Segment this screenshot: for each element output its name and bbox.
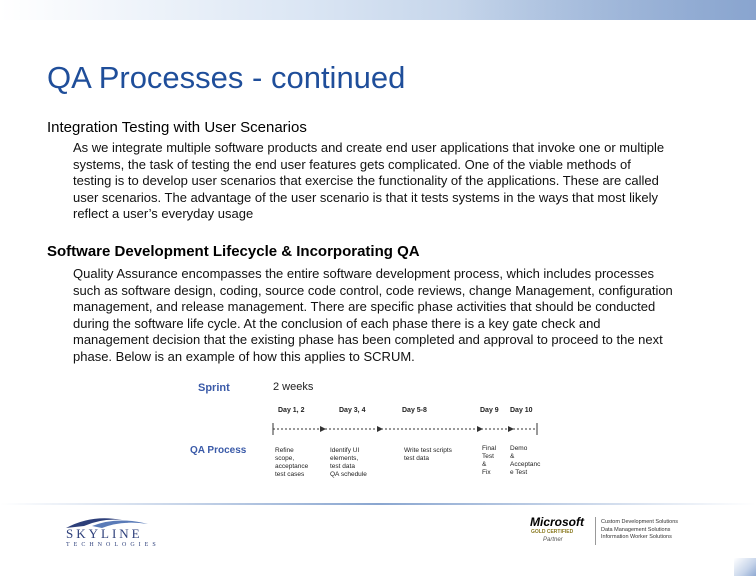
task-line: Final <box>482 445 497 452</box>
top-gradient-bar <box>0 0 756 20</box>
partner-divider <box>595 517 596 545</box>
task-line: e Test <box>510 469 528 476</box>
day-label: Day 9 <box>480 407 499 414</box>
day-label: Day 10 <box>510 407 533 414</box>
task-write <box>404 447 452 463</box>
task-line: & <box>510 453 515 460</box>
task-line: scope, <box>275 455 295 462</box>
qa-process-label: QA Process <box>190 445 247 456</box>
task-identify <box>330 447 367 479</box>
body-line: such as software design, coding, source code control, code reviews, change Management, configuration <box>73 282 673 298</box>
partner-solutions <box>601 519 678 542</box>
task-demo <box>510 445 540 477</box>
body-line: management, and release management. There are specific phase activities that should be conducted <box>73 299 656 315</box>
section-heading-integration: Integration Testing with User Scenarios <box>47 119 307 136</box>
task-line: Identify UI <box>330 447 360 454</box>
sprint-label: Sprint <box>198 382 230 394</box>
partner-label: Partner <box>543 537 563 543</box>
footer-rule <box>0 503 756 505</box>
task-line: test data <box>330 463 355 470</box>
section-body-integration <box>73 140 733 223</box>
task-line: QA schedule <box>330 471 367 478</box>
task-line: acceptance <box>275 463 309 470</box>
task-line: Test <box>482 453 494 460</box>
skyline-wordmark: SKYLINE <box>66 526 143 541</box>
body-line: management decision that the existing phase has been completed and approval to proceed to the next <box>73 332 663 348</box>
skyline-subtitle: TECHNOLOGIES <box>66 542 160 548</box>
task-line: Demo <box>510 445 528 452</box>
task-line: elements, <box>330 455 359 462</box>
task-line: Fix <box>482 469 491 476</box>
timeline-arrow <box>477 426 483 432</box>
day-label: Day 5-8 <box>402 407 427 414</box>
timeline-arrow <box>320 426 326 432</box>
body-line: during the software life cycle. At the conclusion of each phase there is a key gate check and <box>73 315 601 331</box>
task-line: Write test scripts <box>404 447 452 454</box>
task-line: test cases <box>275 471 305 478</box>
body-line: systems, the task of testing the end user features gets complicated. One of the viable methods of <box>73 156 631 172</box>
task-line: Acceptanc <box>510 461 541 468</box>
body-line: reflect a user’s everyday usage <box>73 206 254 222</box>
task-refine <box>275 447 308 479</box>
task-line: & <box>482 461 487 468</box>
timeline-arrow <box>508 426 514 432</box>
timeline-arrow <box>377 426 383 432</box>
task-final <box>482 445 496 477</box>
scrum-qa-diagram <box>180 375 560 485</box>
slide-title: QA Processes - continued <box>47 60 406 95</box>
task-line: Refine <box>275 447 294 454</box>
solution-line: Custom Development Solutions <box>601 519 679 525</box>
body-line: Quality Assurance encompasses the entire software development process, which includes processes <box>73 266 654 281</box>
sprint-duration: 2 weeks <box>273 381 314 393</box>
section-heading-sdlc: Software Development Lifecycle & Incorporating QA <box>47 243 420 260</box>
gold-certified-label: GOLD CERTIFIED <box>531 529 574 535</box>
corner-decoration <box>734 558 756 576</box>
day-label: Day 1, 2 <box>278 407 305 414</box>
section-body-sdlc <box>73 266 738 366</box>
solution-line: Information Worker Solutions <box>601 534 672 540</box>
task-line: test data <box>404 455 429 462</box>
day-label: Day 3, 4 <box>339 407 366 414</box>
body-line: testing is to develop user scenarios that exercise the functionality of the applications. These are called <box>73 173 659 189</box>
body-line: As we integrate multiple software products and create end user applications that invoke one or multiple <box>73 140 665 155</box>
solution-line: Data Management Solutions <box>601 526 671 533</box>
body-line: phase. Below is an example of how this applies to SCRUM. <box>73 348 415 364</box>
microsoft-logo: Microsoft <box>530 515 584 529</box>
body-line: user scenarios. The advantage of the user scenario is that it tests systems in the ways that most likely <box>73 189 659 205</box>
timeline-svg <box>180 375 560 485</box>
